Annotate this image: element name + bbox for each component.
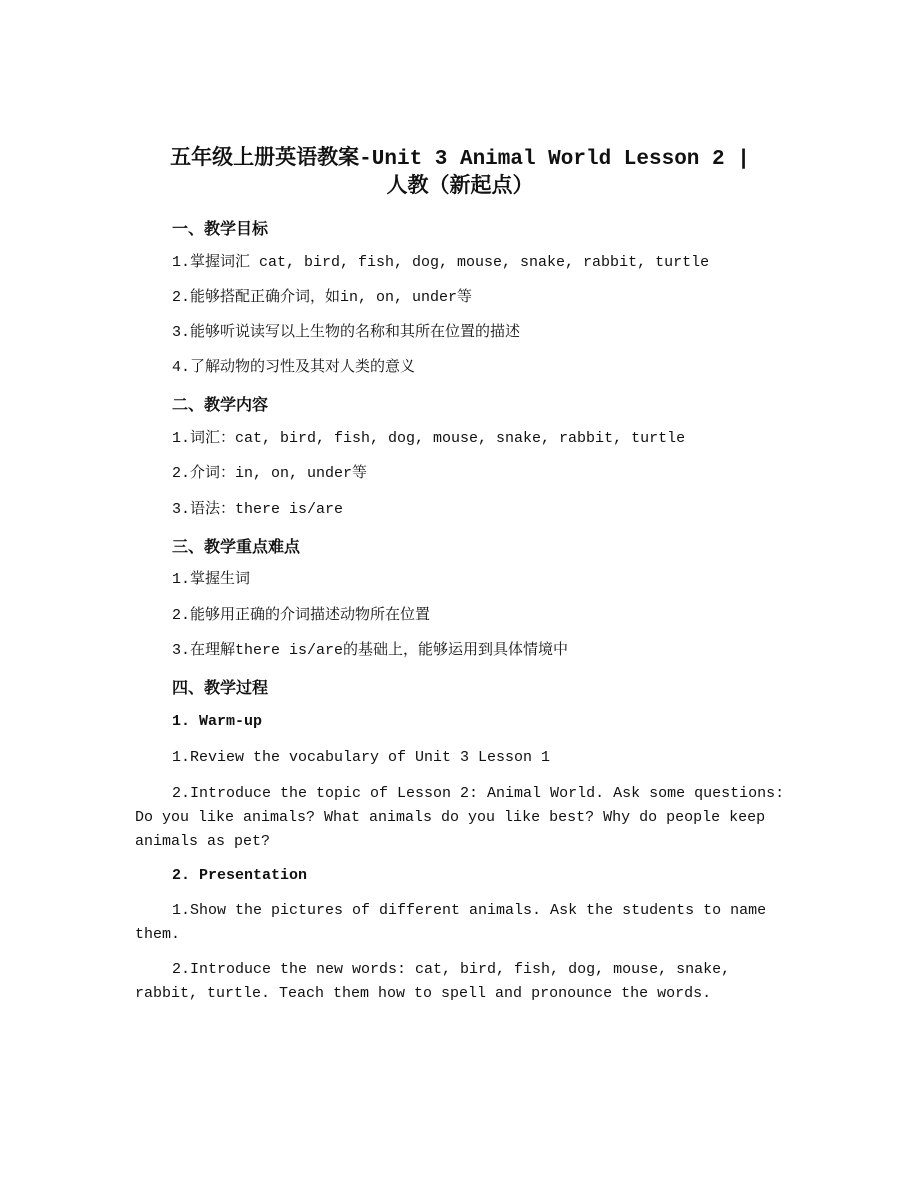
paragraph: 2.Introduce the topic of Lesson 2: Animal World. Ask some questions: Do you like animals? What animals do you like best? Why do people keep animals as pet?: [135, 785, 785, 850]
list-item: 3.在理解there is/are的基础上，能够运用到具体情境中: [172, 642, 569, 659]
section-heading: 一、教学目标: [172, 219, 269, 238]
document-title: [120, 146, 800, 202]
section-heading: 三、教学重点难点: [172, 537, 301, 556]
title-line-1: 五年级上册英语教案-Unit 3 Animal World Lesson 2 |: [170, 148, 750, 171]
paragraph: 1.Show the pictures of different animals. Ask the students to name them.: [135, 902, 767, 943]
list-item: 3.能够听说读写以上生物的名称和其所在位置的描述: [172, 324, 521, 341]
list-item: 2.能够搭配正确介词，如in, on, under等: [172, 289, 473, 306]
title-line-2: 人教（新起点）: [386, 176, 534, 199]
paragraph: 1.Review the vocabulary of Unit 3 Lesson 1: [172, 749, 551, 766]
list-item: 2.能够用正确的介词描述动物所在位置: [172, 607, 431, 624]
subheading-presentation: 2. Presentation: [172, 867, 308, 884]
subheading-warmup: 1. Warm-up: [172, 713, 263, 730]
paragraph: 2.Introduce the new words: cat, bird, fish, dog, mouse, snake, rabbit, turtle. Teach them how to spell and pronounce the words.: [135, 961, 731, 1002]
section-heading: 二、教学内容: [172, 395, 269, 414]
list-item: 1.掌握生词: [172, 571, 251, 588]
list-item: 4.了解动物的习性及其对人类的意义: [172, 359, 416, 376]
section-heading: 四、教学过程: [172, 678, 269, 697]
list-item: 3.语法：there is/are: [172, 501, 344, 518]
list-item: 2.介词：in, on, under等: [172, 465, 368, 482]
list-item: 1.掌握词汇 cat, bird, fish, dog, mouse, snake, rabbit, turtle: [172, 254, 710, 271]
list-item: 1.词汇：cat, bird, fish, dog, mouse, snake, rabbit, turtle: [172, 430, 686, 447]
